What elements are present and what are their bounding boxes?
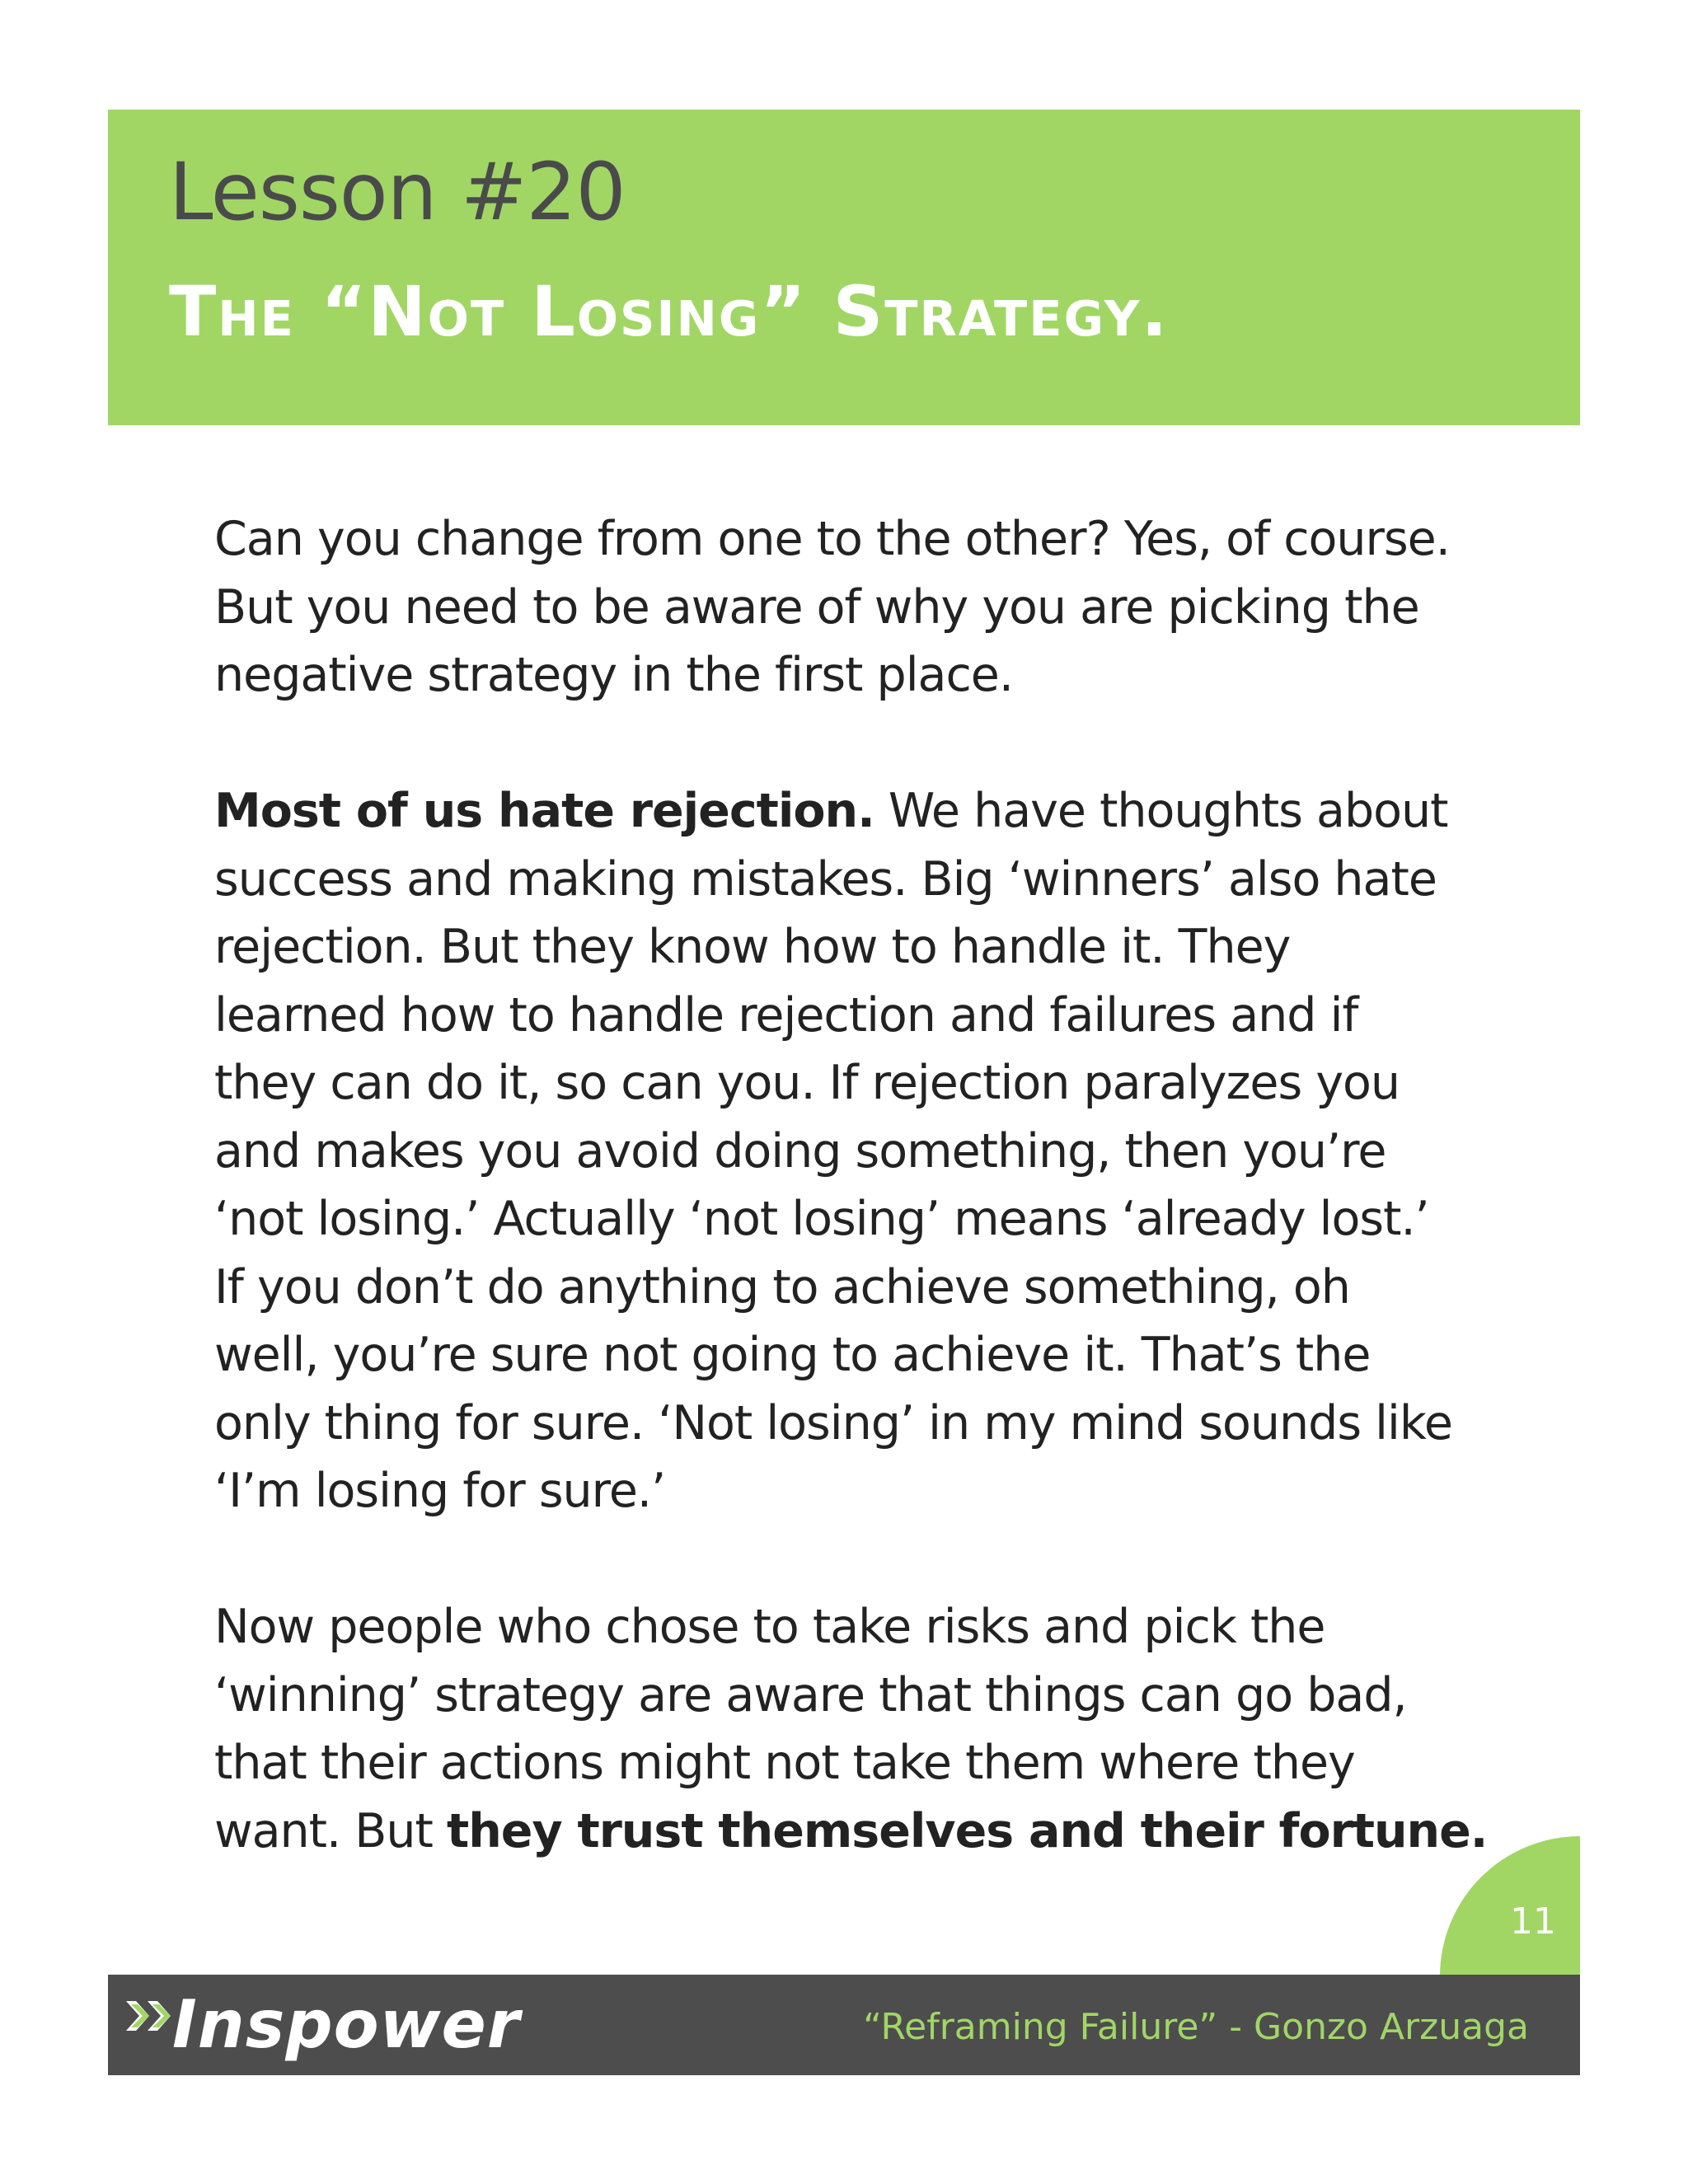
paragraph-line: success and making mistakes. Big ‘winners’ also hate: [214, 851, 1437, 907]
page-number: 11: [1510, 1900, 1556, 1943]
paragraph-1: [214, 505, 1533, 710]
paragraph-line: If you don’t do anything to achieve something, oh: [214, 1259, 1350, 1315]
paragraph-2: [214, 777, 1533, 1526]
paragraph-line: that their actions might not take them where they: [214, 1736, 1355, 1790]
paragraph-text: want. But: [214, 1803, 447, 1858]
footer-bar: [108, 1975, 1580, 2075]
double-chevron-right-icon: [126, 1998, 179, 2034]
brand-logo: Inspower: [172, 1986, 521, 2063]
paragraph-line: only thing for sure. ‘Not losing’ in my mind sounds like: [214, 1395, 1452, 1451]
paragraph-line: ‘winning’ strategy are aware that things can go bad,: [214, 1667, 1407, 1722]
paragraph-3: [214, 1593, 1533, 1865]
paragraph-line: [214, 777, 1533, 846]
paragraph-line: learned how to handle rejection and failures and if: [214, 987, 1358, 1043]
paragraph-line: well, you’re sure not going to achieve it. That’s the: [214, 1328, 1371, 1382]
paragraph-line: ‘I’m losing for sure.’: [214, 1464, 666, 1518]
paragraph-line: [214, 1797, 1533, 1866]
paragraph-line: Now people who chose to take risks and pick the: [214, 1600, 1325, 1654]
paragraph-line: ‘not losing.’ Actually ‘not losing’ means ‘already lost.’: [214, 1192, 1429, 1246]
lesson-title: The “Not Losing” Strategy.: [169, 271, 1170, 352]
body-text: [214, 505, 1533, 1933]
paragraph-line: and makes you avoid doing something, then you’re: [214, 1123, 1386, 1179]
lesson-header: [108, 110, 1580, 425]
lesson-number: Lesson #20: [169, 146, 626, 238]
paragraph-text: We have thoughts about: [874, 784, 1448, 838]
footer-credit: “Reframing Failure” - Gonzo Arzuaga: [863, 2006, 1529, 2048]
paragraph-line: negative strategy in the first place.: [214, 648, 1013, 702]
paragraph-line: But you need to be aware of why you are picking the: [214, 579, 1419, 635]
emphasis-text: Most of us hate rejection.: [214, 784, 874, 838]
paragraph-line: rejection. But they know how to handle it. They: [214, 920, 1291, 974]
paragraph-line: they can do it, so can you. If rejection paralyzes you: [214, 1056, 1400, 1110]
paragraph-line: Can you change from one to the other? Yes, of course.: [214, 512, 1450, 566]
emphasis-text: they trust themselves and their fortune.: [446, 1803, 1488, 1858]
